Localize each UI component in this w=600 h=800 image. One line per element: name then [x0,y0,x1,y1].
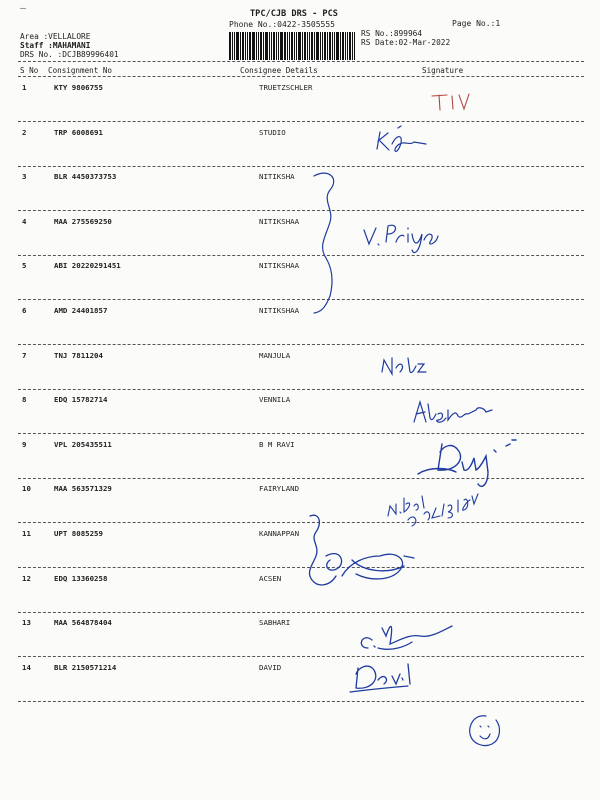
consignee-name: FAIRYLAND [259,484,300,493]
consignee-name: MANJULA [259,351,291,360]
signature-row8 [414,402,492,422]
consignment-number: EDQ 13360258 [54,574,108,583]
barcode [229,32,356,60]
row-separator [18,344,584,345]
rs-date: RS Date:02-Mar-2022 [361,38,451,47]
consignment-number: UPT 8085259 [54,529,103,538]
row-sno: 6 [22,306,27,315]
area-label: Area :VELLALORE [20,32,91,41]
consignment-number: MAA 563571329 [54,484,112,493]
consignment-number: MAA 275569250 [54,217,112,226]
consignee-name: TRUETZSCHLER [259,83,313,92]
row-separator [18,166,584,167]
row-separator [18,701,584,702]
row-separator [18,656,584,657]
column-header-consignment: Consignment No [48,66,113,75]
row-sno: 9 [22,440,27,449]
header-rule-bottom [18,76,584,77]
page-number: Page No.:1 [452,19,501,28]
signature-row14 [350,664,410,692]
row-sno: 4 [22,217,27,226]
scan-mark: – [20,3,27,14]
consignment-number: VPL 205435511 [54,440,112,449]
signature-row2 [377,126,426,151]
consignment-number: MAA 564878404 [54,618,112,627]
rs-number: RS No.:899964 [361,29,423,38]
drs-number: DRS No. :DCJB89996401 [20,50,119,59]
document-title: TPC/CJB DRS - PCS [250,9,338,19]
consignment-number: TNJ 7811204 [54,351,103,360]
row-separator [18,567,584,568]
row-sno: 14 [22,663,31,672]
consignee-name: KANNAPPAN [259,529,300,538]
row-sno: 7 [22,351,27,360]
row-sno: 1 [22,83,27,92]
consignee-name: NITIKSHA [259,172,295,181]
row-sno: 8 [22,395,27,404]
row-sno: 13 [22,618,31,627]
row-separator [18,612,584,613]
column-header-sno: S No [20,66,39,75]
header-rule-top [18,61,584,62]
doodle-circle [470,716,500,746]
staff-label: Staff :MAHAMANI [20,41,91,50]
consignee-name: ACSEN [259,574,282,583]
row-sno: 2 [22,128,27,137]
consignment-number: BLR 4450373753 [54,172,117,181]
row-separator [18,121,584,122]
row-separator [18,433,584,434]
phone-number: Phone No.:0422-3505555 [229,20,335,29]
consignment-number: EDQ 15782714 [54,395,108,404]
row-separator [18,522,584,523]
row-sno: 3 [22,172,27,181]
signature-row9 [418,440,516,486]
consignee-name: STUDIO [259,128,286,137]
row-sno: 10 [22,484,31,493]
consignee-name: B M RAVI [259,440,295,449]
row-sno: 12 [22,574,31,583]
row-separator [18,478,584,479]
signature-rows3to6 [314,173,438,313]
consignee-name: VENNILA [259,395,291,404]
signature-row1 [432,94,469,110]
signature-row11 [309,515,414,585]
row-separator [18,255,584,256]
consignment-number: KTY 9806755 [54,83,103,92]
column-header-consignee: Consignee Details [240,66,318,75]
row-separator [18,299,584,300]
consignee-name: NITIKSHAA [259,217,300,226]
consignment-number: TRP 6008691 [54,128,103,137]
consignee-name: SABHARI [259,618,291,627]
row-separator [18,389,584,390]
consignment-number: ABI 20220291451 [54,261,121,270]
row-separator [18,210,584,211]
consignee-name: NITIKSHAA [259,306,300,315]
row-sno: 5 [22,261,27,270]
consignee-name: DAVID [259,663,282,672]
signature-row7 [382,358,426,374]
consignee-name: NITIKSHAA [259,261,300,270]
row-sno: 11 [22,529,31,538]
signature-row13 [361,626,452,649]
consignment-number: BLR 2150571214 [54,663,117,672]
column-header-signature: Signature [422,66,464,75]
consignment-number: AMD 24401857 [54,306,108,315]
